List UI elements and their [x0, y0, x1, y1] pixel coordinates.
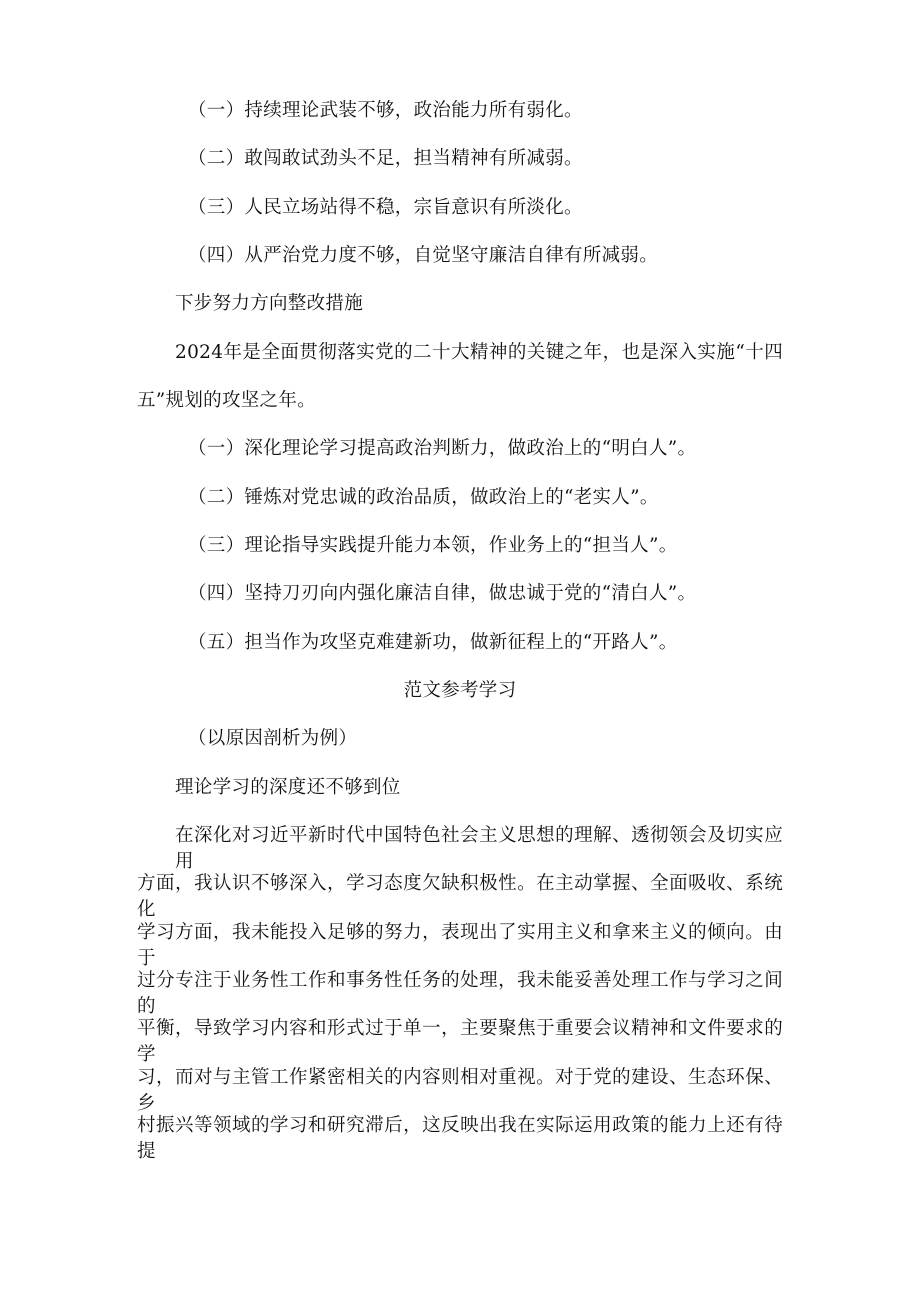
measure-item-2: （二）锤炼对党忠诚的政治品质，做政治上的“老实人”。: [188, 487, 659, 508]
problem-item-2: （二）敢闯敢试劲头不足，担当精神有所减弱。: [188, 148, 583, 169]
paragraph-line-7: 村振兴等领域的学习和研究滞后，这反映出我在实际运用政策的能力上还有待提: [137, 1115, 783, 1162]
problem-item-1: （一）持续理论武装不够，政治能力所有弱化。: [188, 100, 583, 121]
paragraph-line-4: 过分专注于业务性工作和事务性任务的处理，我未能妥善处理工作与学习之间的: [137, 970, 783, 1017]
measure-item-4: （四）坚持刀刃向内强化廉洁自律，做忠诚于党的“清白人”。: [188, 583, 697, 604]
paragraph-line-1: 在深化对习近平新时代中国特色社会主义思想的理解、透彻领会及切实应用: [175, 825, 783, 872]
intro-paragraph-line-1: 2024年是全面贯彻落实党的二十大精神的关键之年，也是深入实施“十四: [175, 342, 783, 363]
measure-item-5: （五）担当作为攻坚克难建新功，做新征程上的“开路人”。: [188, 632, 678, 653]
measure-item-3: （三）理论指导实践提升能力本领，作业务上的“担当人”。: [188, 535, 678, 556]
subsection-heading: 理论学习的深度还不够到位: [175, 777, 401, 798]
problem-item-3: （三）人民立场站得不稳，宗旨意识有所淡化。: [188, 197, 583, 218]
paragraph-line-3: 学习方面，我未能投入足够的努力，表现出了实用主义和拿来主义的倾向。由于: [137, 922, 783, 969]
paragraph-line-5: 平衡，导致学习内容和形式过于单一，主要聚焦于重要会议精神和文件要求的学: [137, 1018, 783, 1065]
problem-item-4: （四）从严治党力度不够，自觉坚守廉洁自律有所减弱。: [188, 245, 659, 266]
section-subtitle: （以原因剖析为例）: [188, 728, 358, 749]
section-title-sample: 范文参考学习: [403, 680, 517, 701]
paragraph-line-2: 方面，我认识不够深入，学习态度欠缺积极性。在主动掌握、全面吸收、系统化: [137, 873, 783, 920]
measure-item-1: （一）深化理论学习提高政治判断力，做政治上的“明白人”。: [188, 438, 697, 459]
section-heading-measures: 下步努力方向整改措施: [175, 293, 364, 314]
intro-paragraph-line-2: 五”规划的攻坚之年。: [137, 390, 316, 411]
paragraph-line-6: 习，而对与主管工作紧密相关的内容则相对重视。对于党的建设、生态环保、乡: [137, 1067, 783, 1114]
